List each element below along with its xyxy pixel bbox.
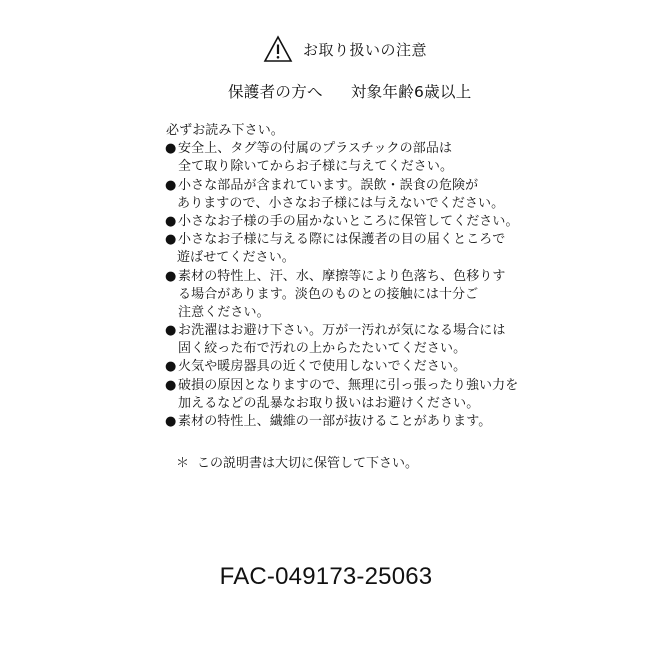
note-item — [165, 413, 635, 431]
bullet-icon: ● — [165, 323, 177, 339]
bullet-icon: ● — [165, 232, 177, 248]
note-item — [165, 177, 635, 213]
note-text: 注意ください。 — [178, 304, 270, 320]
caution-title: お取り扱いの注意 — [302, 40, 427, 59]
target-audience-line — [228, 80, 608, 102]
caution-notes — [165, 122, 635, 431]
bullet-icon: ● — [165, 377, 177, 393]
note-text: る場合があります。淡色のものとの接触には十分ご — [178, 286, 479, 302]
bullet-icon: ● — [165, 213, 177, 229]
bullet-icon: ● — [165, 414, 177, 429]
bullet-icon: ● — [165, 141, 177, 157]
note-text: 遊ばせてください。 — [177, 250, 295, 266]
note-text: 破損の原因となりますので、無理に引っ張ったり強い力を — [178, 377, 519, 393]
bullet-icon: ● — [165, 268, 177, 284]
bullet-icon: ● — [165, 359, 177, 375]
note-text: 全て取り除いてからお子様に与えてください。 — [178, 159, 454, 175]
notes-intro: 必ずお読み下さい。 — [166, 123, 284, 138]
note-text: 安全上、タグ等の付属のプラスチックの部品は — [178, 141, 453, 157]
note-text: 加えるなどの乱暴なお取り扱いはお避けください。 — [178, 395, 480, 411]
product-code: FAC-049173-25063 — [219, 563, 433, 590]
note-text: 素材の特性上、汗、水、摩擦等により色落ち、色移りす — [178, 268, 506, 284]
asterisk-icon: ＊ — [176, 456, 190, 471]
note-text: お洗濯はお避け下さい。万が一汚れが気になる場合には — [178, 323, 506, 339]
note-item — [165, 268, 635, 323]
note-text: 素材の特性上、繊維の一部が抜けることがあります。 — [178, 414, 492, 429]
note-text: ありますので、小さなお子様には与えないでください。 — [177, 195, 505, 211]
note-item — [165, 377, 635, 413]
note-text: 小さな部品が含まれています。誤飲・誤食の危険が — [178, 177, 479, 193]
audience-label: 保護者の方へ — [228, 83, 323, 101]
bullet-icon: ● — [165, 177, 177, 193]
warning-triangle-icon — [263, 35, 293, 63]
note-item — [165, 231, 635, 267]
note-item — [165, 322, 635, 358]
note-item — [165, 358, 635, 376]
note-text: 火気や暖房器具の近くで使用しないでください。 — [178, 359, 467, 375]
note-text: 固く絞った布で汚れの上からたたいてください。 — [178, 341, 467, 357]
caution-header — [0, 34, 652, 64]
note-text: 小さなお子様の手の届かないところに保管してください。 — [178, 213, 519, 229]
storage-footnote — [176, 452, 418, 471]
age-rating: 対象年齢6歳以上 — [350, 83, 472, 101]
footnote-text: この説明書は大切に保管して下さい。 — [197, 456, 419, 471]
note-item — [165, 140, 635, 176]
note-text: 小さなお子様に与える際には保護者の目の届くところで — [178, 232, 506, 248]
note-item — [165, 213, 635, 231]
